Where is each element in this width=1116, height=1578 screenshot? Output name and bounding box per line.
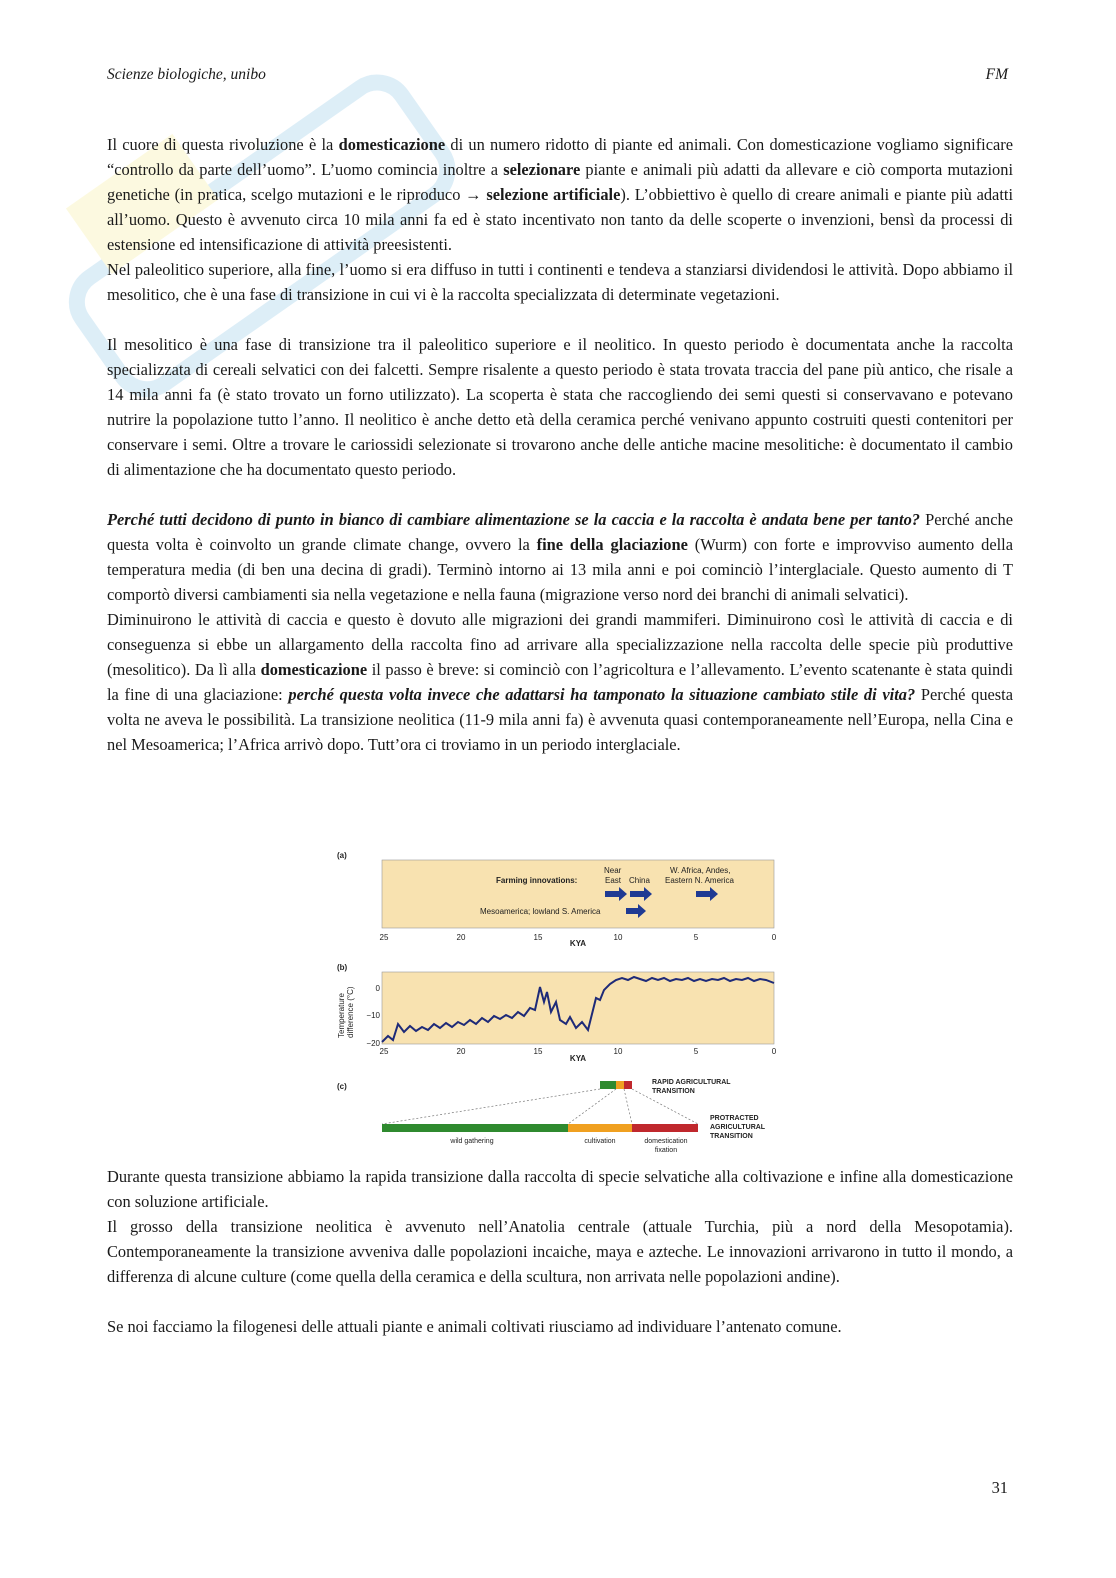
panel-b-label: (b): [337, 963, 348, 972]
dotted-line-3: [624, 1089, 632, 1124]
africa-label-1: W. Africa, Andes,: [670, 866, 731, 875]
cultivation-label: cultivation: [584, 1138, 616, 1145]
africa-label-2: Eastern N. America: [665, 876, 734, 885]
paragraph-3: Il mesolitico è una fase di transizione tra il paleolitico superiore e il neolitico. In questo periodo è documentata anche la raccolta specializzata di cereali selvatici con dei falcetti. Sempre risalente a questo periodo è stata trovata traccia del pane più antico, che risale a 14 mila anni fa (è stato trovato un forno utilizzato). La scoperta è stata che raccogliendo dei semi questi si conservavano e potevano nutrire la popolazione tutto l’anno. Il neolitico è anche detto età della ceramica perché venivano appunto costruiti questi contenitori per conservare i semi. Oltre a trovare le cariossidi selezionate si trovarono anche delle antiche macine mesolitiche: è documentato il cambio di alimentazione che ha documentato questo periodo.: [107, 335, 1013, 479]
tick-b-25: 25: [379, 1047, 389, 1056]
rapid-transition-label-1: RAPID AGRICULTURAL: [652, 1079, 731, 1086]
wild-gathering-label: wild gathering: [450, 1138, 494, 1145]
protracted-label-2: AGRICULTURAL: [710, 1124, 766, 1131]
tick-b-10: 10: [613, 1047, 623, 1056]
text-block-1: [107, 132, 1013, 757]
panel-b-background: [382, 972, 774, 1044]
protracted-label-3: TRANSITION: [710, 1133, 753, 1140]
panel-b-ylabel-1: Temperature: [337, 993, 346, 1038]
paragraph-6: Durante questa transizione abbiamo la rapida transizione dalla raccolta di specie selvatiche alla coltivazione e infine alla domesticazione con soluzione artificiale.: [107, 1167, 1013, 1211]
farming-innovations-label: Farming innovations:: [496, 876, 578, 885]
panel-a-label: (a): [337, 852, 347, 860]
text-block-2: [107, 1164, 1013, 1339]
paragraph-5: Diminuirono le attività di caccia e questo è dovuto alle migrazioni dei grandi mammiferi. Diminuirono così le attività di caccia e di conseguenza si ebbe un allargamento della raccolta fino ad arrivare alla specializzazione nella raccolta delle specie più produttive (mesolitico). Da lì alla domesticazione il passo è breve: si cominciò con l’agricoltura e l’allevamento. L’evento scatenante è stata quindi la fine di una glaciazione: perché questa volta invece che adattarsi ha tamponato la situazione cambiato stile di vita? Perché questa volta ne aveva le possibilità. La transizione neolitica (11-9 mila anni fa) è avvenuta quasi contemporaneamente nell’Europa, nella Cina e nel Mesoamerica; l’Africa arrivò dopo. Tutt’ora ci troviamo in un periodo interglaciale.: [107, 610, 1014, 754]
domestication-label-1: domestication: [644, 1138, 688, 1145]
mesoamerica-label: Mesoamerica; lowland S. America: [480, 907, 601, 916]
rapid-bar-domestication: [624, 1081, 632, 1089]
protracted-bar-wild: [382, 1124, 568, 1132]
panel-a-xlabel: KYA: [569, 939, 587, 948]
paragraph-4: Perché tutti decidono di punto in bianco di cambiare alimentazione se la caccia e la raccolta è andata bene per tanto? Perché anche questa volta è coinvolto un grande climate change, ovvero la fine della glaciazione (Wurm) con forte e improvviso aumento della temperatura media (di ben una decina di gradi). Terminò intorno ai 13 mila anni e poi cominciò l’interglaciale. Questo aumento di T comportò diversi cambiamenti sia nella vegetazione e nella fauna (migrazione verso nord dei branchi di animali selvatici).: [107, 510, 1013, 604]
dotted-line-2: [568, 1089, 616, 1124]
protracted-bar-domestication: [632, 1124, 698, 1132]
tick-b-5: 5: [693, 1047, 699, 1056]
tick-b-20: 20: [456, 1047, 466, 1056]
tick-a-0: 0: [771, 933, 777, 942]
header-left: Scienze biologiche, unibo: [107, 66, 266, 83]
tick-b-15: 15: [533, 1047, 543, 1056]
rapid-transition-label-2: TRANSITION: [652, 1088, 695, 1095]
rapid-bar-wild: [600, 1081, 616, 1089]
tick-a-5: 5: [693, 933, 699, 942]
tick-a-25: 25: [379, 933, 389, 942]
tick-a-15: 15: [533, 933, 543, 942]
dotted-line-1: [382, 1089, 600, 1124]
tick-a-10: 10: [613, 933, 623, 942]
tick-b-0: 0: [771, 1047, 777, 1056]
china-label: China: [629, 876, 650, 885]
tick-a-20: 20: [456, 933, 466, 942]
protracted-label-1: PROTRACTED: [710, 1115, 759, 1122]
paragraph-7: Il grosso della transizione neolitica è avvenuto nell’Anatolia centrale (attuale Turchia, più a nord della Mesopotamia). Contemporaneamente la transizione avveniva dalle popolazioni incaiche, maya e azteche. Le innovazioni arrivarono in tutto il mondo, a differenza di alcune culture (come quella della ceramica e della scultura, non arrivata nelle popolazioni andine).: [107, 1217, 1013, 1286]
agricultural-transition-figure: [330, 852, 800, 1172]
page-number: 31: [991, 1478, 1008, 1497]
paragraph-8: Se noi facciamo la filogenesi delle attuali piante e animali coltivati riusciamo ad individuare l’antenato comune.: [107, 1317, 842, 1336]
paragraph-2: Nel paleolitico superiore, alla fine, l’uomo si era diffuso in tutti i continenti e tendeva a stanziarsi dividendosi le attività. Dopo abbiamo il mesolitico, che è una fase di transizione in cui vi è la raccolta specializzata di determinate vegetazioni.: [107, 260, 1013, 304]
ytick-minus-20: −20: [366, 1039, 380, 1048]
paragraph-1: Il cuore di questa rivoluzione è la domesticazione di un numero ridotto di piante ed animali. Con domesticazione vogliamo significare “controllo da parte dell’uomo”. L’uomo comincia inoltre a selezionare piante e animali più adatti da allevare e ciò comporta mutazioni genetiche (in pratica, scelgo mutazioni e le riproduco → selezione artificiale). L’obbiettivo è quello di creare animali e piante più adatti all’uomo. Questo è avvenuto circa 10 mila anni fa ed è stato incentivato non tanto da delle scoperte o invenzioni, bensì da processi di estensione ed intensificazione di attività preesistenti.: [107, 135, 1013, 254]
panel-b-ylabel-2: difference (°C): [346, 986, 355, 1038]
panel-c-label: (c): [337, 1082, 347, 1091]
near-east-label-2: East: [605, 876, 622, 885]
domestication-label-2: fixation: [654, 1147, 678, 1154]
panel-b-xlabel: KYA: [569, 1054, 587, 1063]
near-east-label-1: Near: [604, 866, 622, 875]
protracted-bar-cultivation: [568, 1124, 632, 1132]
rapid-bar-cultivation: [616, 1081, 624, 1089]
ytick-0: 0: [375, 984, 380, 993]
ytick-minus-10: −10: [366, 1011, 380, 1020]
header-right: FM: [985, 66, 1008, 83]
